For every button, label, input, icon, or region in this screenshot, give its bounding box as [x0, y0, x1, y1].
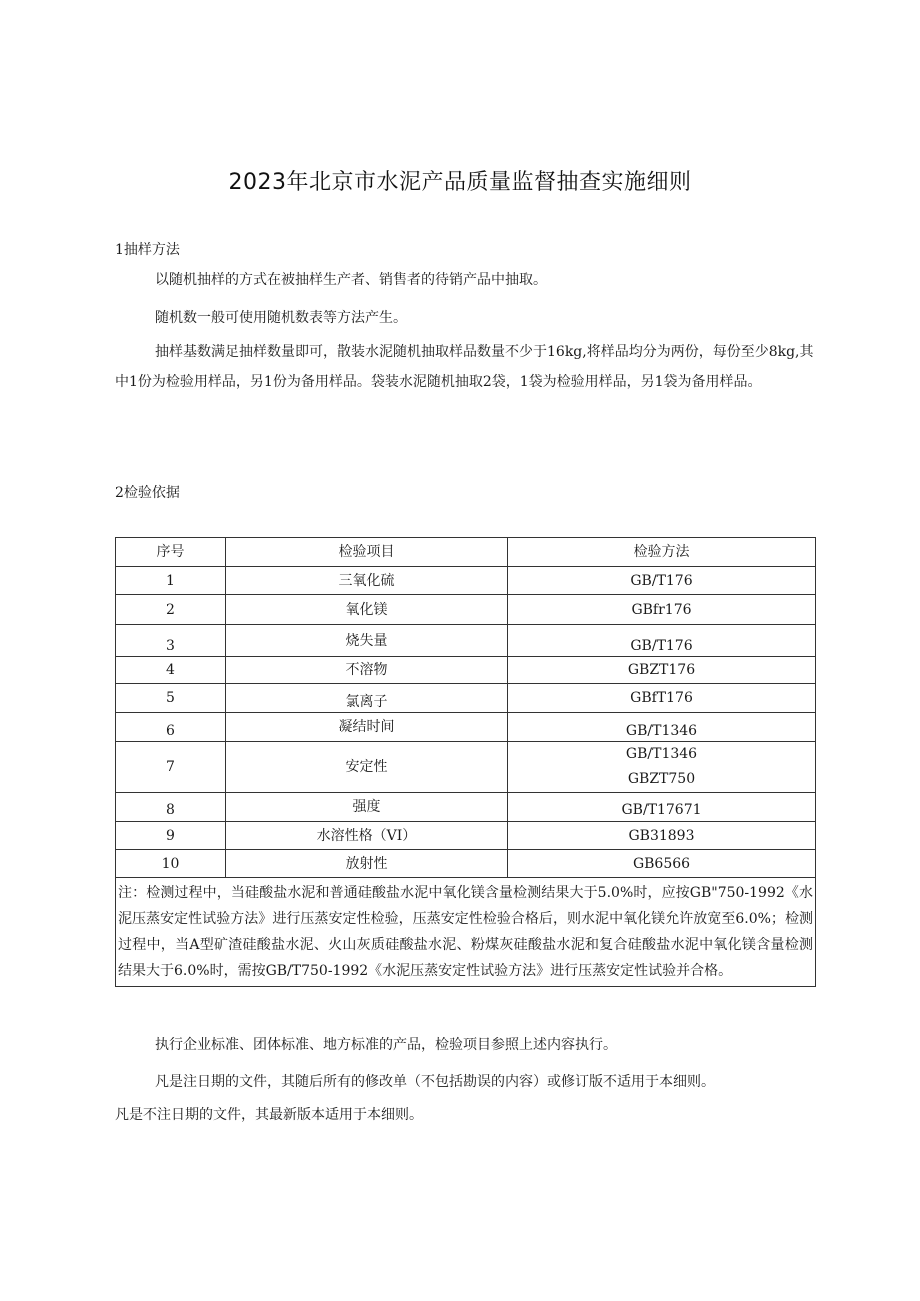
row-no: 7	[116, 742, 226, 793]
table-row	[116, 850, 816, 878]
row-item: 凝结时间	[226, 713, 508, 742]
table-row	[116, 793, 816, 822]
row-method: GBfr176	[508, 595, 816, 625]
sampling-paragraph-2: 随机数一般可使用随机数表等方法产生。	[155, 310, 407, 326]
footer-paragraph-3: 凡是不注日期的文件，其最新版本适用于本细则。	[115, 1107, 423, 1123]
row-item: 三氧化硫	[226, 567, 508, 595]
sampling-paragraph-3: 抽样基数满足抽样数量即可，散装水泥随机抽取样品数量不少于16kg,将样品均分为两份，每份至少8kg,其中1份为检验用样品，另1份为备用样品。袋装水泥随机抽取2袋，1袋为检验用样品，另1袋为备用样品。	[115, 344, 814, 390]
row-method: GB6566	[508, 850, 816, 878]
table-row	[116, 625, 816, 657]
header-no: 序号	[116, 538, 226, 567]
method-line: GB/T1346	[625, 746, 698, 762]
table-note: 注：检测过程中，当硅酸盐水泥和普通硅酸盐水泥中氧化镁含量检测结果大于5.0%时，应按GB"750-1992《水泥压蒸安定性试验方法》进行压蒸安定性检验，压蒸安定性检验合格后，则水泥中氧化镁允许放宽至6.0%；检测过程中，当A型矿渣硅酸盐水泥、火山灰质硅酸盐水泥、粉煤灰硅酸盐水泥和复合硅酸盐水泥中氧化镁含量检测结果大于6.0%时，需按GB/T750-1992《水泥压蒸安定性试验方法》进行压蒸安定性试验并合格。	[116, 878, 816, 987]
row-method: GBfT176	[508, 684, 816, 713]
row-no: 10	[116, 850, 226, 878]
row-item: 不溶物	[226, 657, 508, 684]
row-no: 2	[116, 595, 226, 625]
row-method: GB31893	[508, 822, 816, 850]
row-no: 5	[116, 684, 226, 713]
table-row	[116, 657, 816, 684]
sampling-paragraph-1: 以随机抽样的方式在被抽样生产者、销售者的待销产品中抽取。	[155, 272, 547, 288]
table-note-row	[116, 878, 816, 987]
row-item: 强度	[226, 793, 508, 822]
method-line: GBZT750	[627, 771, 696, 787]
row-no: 6	[116, 713, 226, 742]
section-heading-sampling: 1抽样方法	[115, 242, 180, 258]
row-method: GB/T1346	[508, 713, 816, 742]
table-row	[116, 822, 816, 850]
row-method: GB/T176	[508, 625, 816, 657]
row-no: 9	[116, 822, 226, 850]
page-title: 2023年北京市水泥产品质量监督抽查实施细则	[228, 170, 692, 195]
row-no: 1	[116, 567, 226, 595]
row-method: GBZT176	[508, 657, 816, 684]
inspection-table	[115, 537, 816, 987]
table-header-row	[116, 538, 816, 567]
row-no: 8	[116, 793, 226, 822]
table-row	[116, 713, 816, 742]
section-heading-basis: 2检验依据	[115, 485, 180, 501]
row-method: GB/T17671	[508, 793, 816, 822]
row-no: 3	[116, 625, 226, 657]
row-item: 氯离子	[226, 684, 508, 713]
header-item: 检验项目	[226, 538, 508, 567]
row-no: 4	[116, 657, 226, 684]
row-item: 水溶性格（VI）	[226, 822, 508, 850]
header-method: 检验方法	[508, 538, 816, 567]
table-row	[116, 567, 816, 595]
row-method	[508, 742, 816, 793]
table-row	[116, 742, 816, 793]
row-item: 安定性	[226, 742, 508, 793]
table-row	[116, 595, 816, 625]
table-row	[116, 684, 816, 713]
row-method: GB/T176	[508, 567, 816, 595]
row-item: 放射性	[226, 850, 508, 878]
row-item: 氧化镁	[226, 595, 508, 625]
footer-paragraph-1: 执行企业标准、团体标准、地方标准的产品，检验项目参照上述内容执行。	[155, 1037, 617, 1053]
row-item: 烧失量	[226, 625, 508, 657]
footer-paragraph-2: 凡是注日期的文件，其随后所有的修改单（不包括勘误的内容）或修订版不适用于本细则。	[155, 1074, 715, 1090]
